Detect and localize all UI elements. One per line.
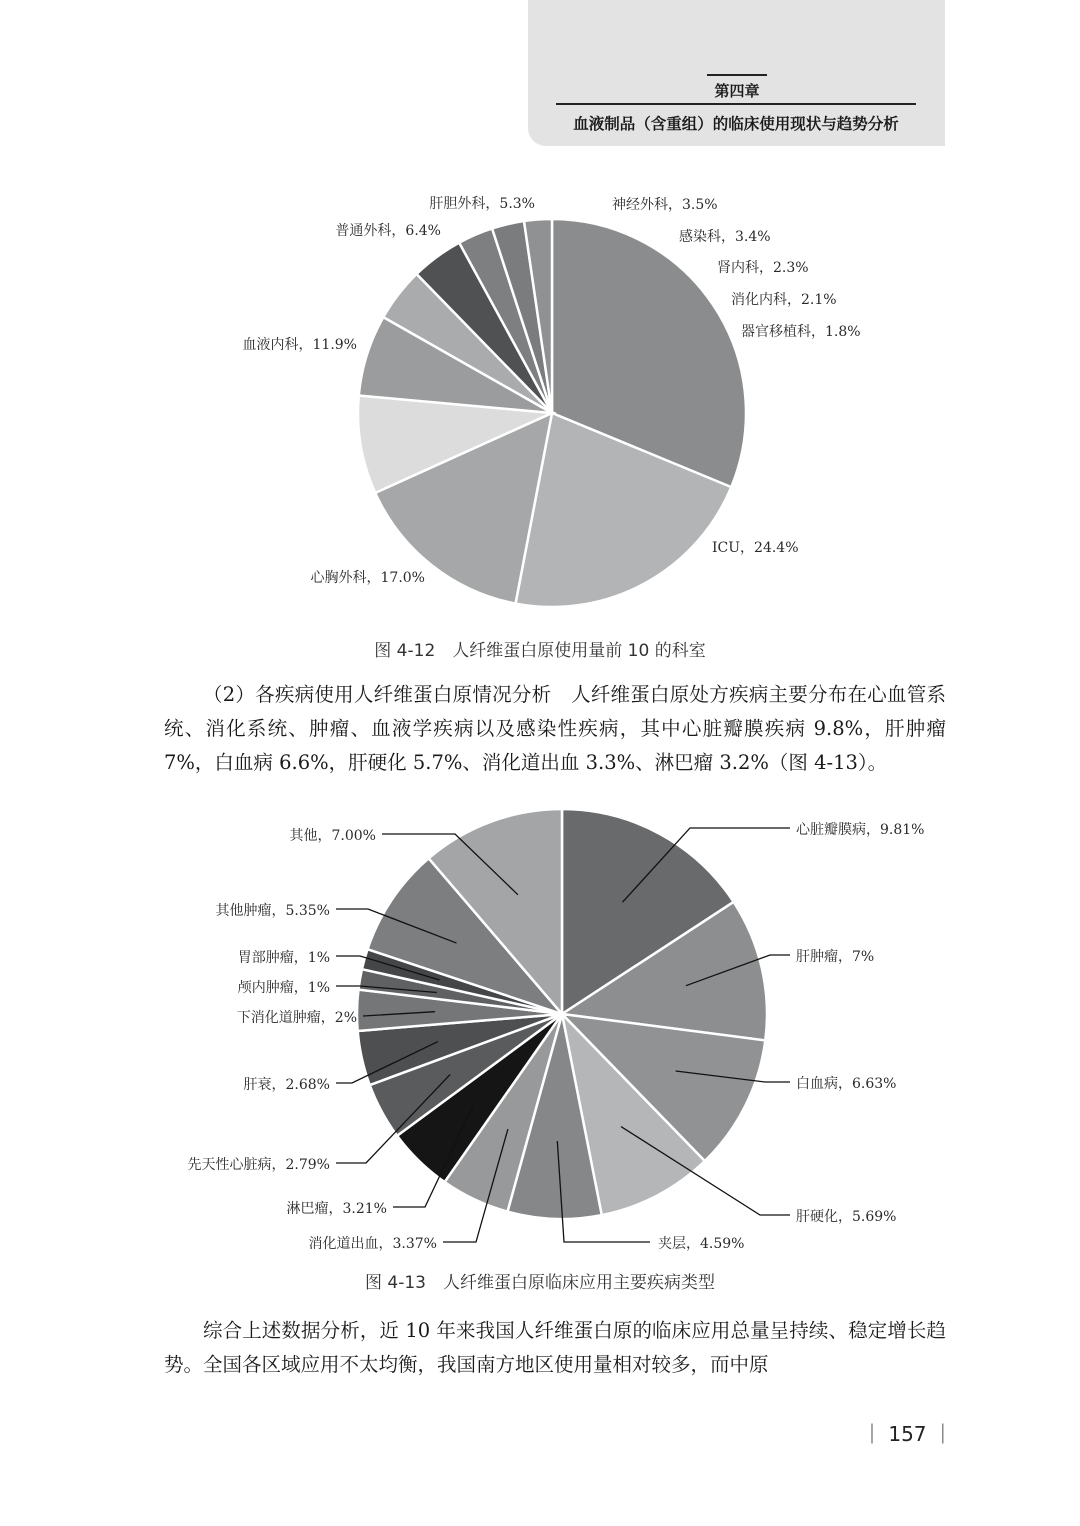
slice-label-0-1: 心胸外科，17.0%: [310, 570, 425, 586]
slice-label-1-4: 夹层，4.59%: [658, 1236, 745, 1252]
slice-label-1-2: 白血病，6.63%: [796, 1076, 897, 1092]
slice-label-0-9: 器官移植科，1.8%: [741, 324, 861, 340]
slice-label-1-3: 肝硬化，5.69%: [796, 1209, 897, 1225]
pie-chart-departments: [0, 180, 1080, 620]
slice-label-1-6: 淋巴瘤，3.21%: [286, 1201, 387, 1217]
pie-chart-diseases: [0, 800, 1080, 1260]
figure-caption-4-13: 图 4-13 人纤维蛋白原临床应用主要疾病类型: [365, 1273, 715, 1293]
slice-label-0-4: 肝胆外科，5.3%: [429, 196, 535, 212]
slice-label-0-0: ICU，24.4%: [712, 540, 799, 556]
slice-label-1-0: 心脏瓣膜病，9.81%: [796, 822, 925, 838]
paragraph-summary: 综合上述数据分析，近 10 年来我国人纤维蛋白原的临床应用总量呈持续、稳定增长趋势。全国各区域应用不太均衡，我国南方地区使用量相对较多，而中原: [164, 1319, 946, 1376]
slice-label-1-12: 其他肿瘤，5.35%: [215, 903, 330, 919]
slice-label-0-8: 消化内科，2.1%: [731, 292, 837, 308]
slice-label-0-7: 肾内科，2.3%: [717, 260, 809, 276]
slice-label-1-8: 肝衰，2.68%: [243, 1077, 330, 1093]
slice-label-1-13: 其他，7.00%: [289, 828, 376, 844]
slice-label-1-11: 胃部肿瘤，1%: [237, 950, 330, 966]
chapter-title: 第四章: [707, 74, 767, 101]
slice-label-0-2: 血液内科，11.9%: [242, 337, 357, 353]
slice-label-0-3: 普通外科，6.4%: [335, 223, 441, 239]
slice-label-0-6: 感染科，3.4%: [679, 229, 771, 245]
slice-label-0-5: 神经外科，3.5%: [612, 197, 718, 213]
slice-label-1-1: 肝肿瘤，7%: [796, 949, 875, 965]
slice-label-1-10: 颅内肿瘤，1%: [237, 980, 330, 996]
slice-label-1-9: 下消化道肿瘤，2%: [236, 1010, 357, 1026]
paragraph-disease-analysis: （2）各疾病使用人纤维蛋白原情况分析 人纤维蛋白原处方疾病主要分布在心血管系统、消化系统、肿瘤、血液学疾病以及感染性疾病，其中心脏瓣膜疾病 9.8%，肝肿瘤 7%，白血病 6.6%，肝硬化 5.7%、消化道出血 3.3%、淋巴瘤 3.2%（图 4-13）。: [164, 683, 946, 774]
chapter-subtitle: 血液制品（含重组）的临床使用现状与趋势分析: [556, 103, 916, 134]
slice-label-1-5: 消化道出血，3.37%: [308, 1236, 437, 1252]
figure-caption-4-12: 图 4-12 人纤维蛋白原使用量前 10 的科室: [374, 641, 706, 661]
page-number: ｜ 157 ｜: [862, 1422, 953, 1446]
slice-label-1-7: 先天性心脏病，2.79%: [187, 1157, 330, 1173]
